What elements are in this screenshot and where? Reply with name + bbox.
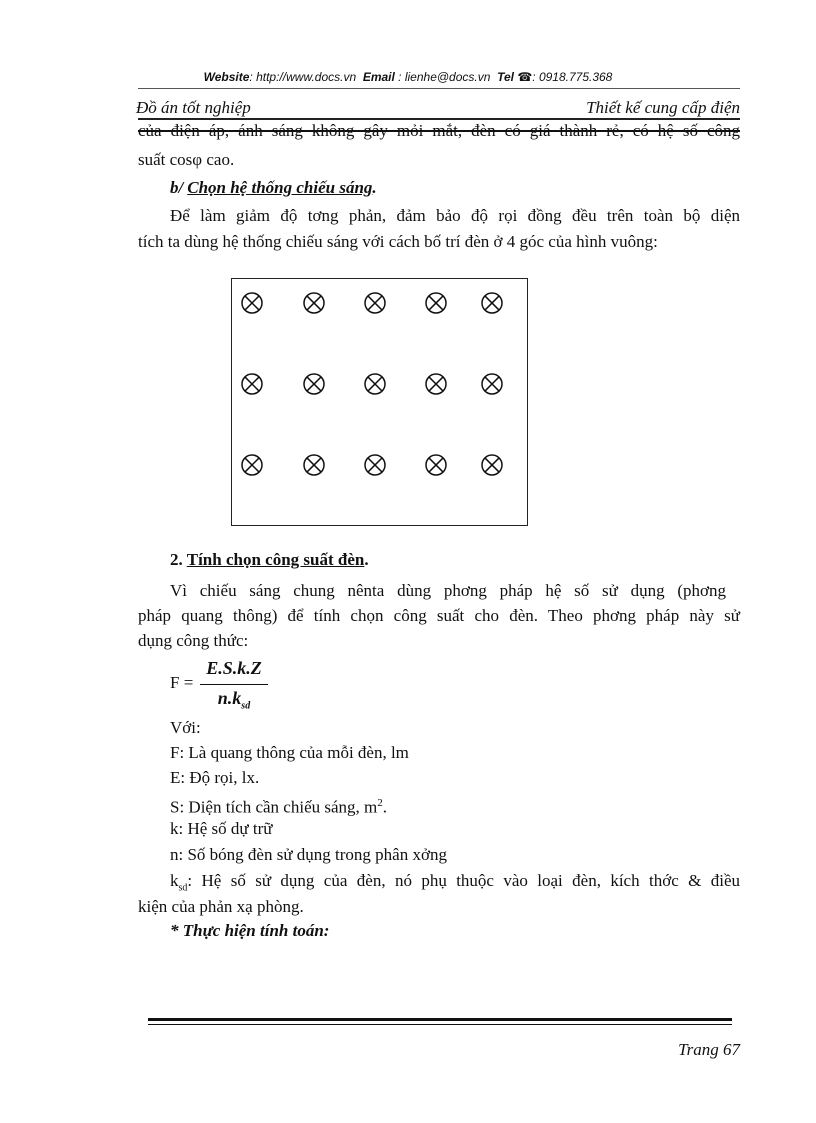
- lamp-cross-circle-icon: [426, 293, 446, 313]
- section-b-title: Chọn hệ thống chiếu sáng: [187, 178, 373, 197]
- lamp-cross-circle-icon: [482, 455, 502, 475]
- para2-line2: pháp quang thông) để tính chọn công suất cho đèn. Theo phơng pháp này sử: [138, 606, 740, 625]
- formula-denominator: [200, 688, 268, 712]
- header-right-title: Thiết kế cung cấp điện: [586, 98, 740, 117]
- ksd-text: : Hệ số sử dụng của đèn, nó phụ thuộc vào loại đèn, kích thớc & điều: [187, 871, 740, 890]
- formula-numerator: E.S.k.Z: [206, 658, 262, 678]
- lamp-cross-circle-icon: [482, 374, 502, 394]
- para1-line1: Để làm giảm độ tơng phản, đảm bảo độ rọi đồng đều trên toàn bộ diện: [170, 206, 740, 225]
- ksd-main: k: [170, 871, 179, 890]
- para1-line2: tích ta dùng hệ thống chiếu sáng với cách bố trí đèn ở 4 góc của hình vuông:: [138, 232, 658, 251]
- header-rule: [138, 88, 740, 89]
- formula-den-main: n.k: [217, 688, 242, 708]
- ksd-sub: sd: [178, 882, 188, 894]
- lamp-cross-circle-icon: [242, 293, 262, 313]
- footer-rule-thick: [148, 1018, 732, 1021]
- email-label: Email: [362, 70, 395, 84]
- def-s: [170, 791, 772, 820]
- footer-rule-thin: [148, 1024, 732, 1025]
- header-left-title: Đồ án tốt nghiệp: [136, 98, 251, 117]
- def-s-text: S: Diện tích cần chiếu sáng, m: [170, 797, 378, 817]
- lighting-layout-diagram: [231, 278, 528, 526]
- lamp-cross-circle-icon: [365, 293, 385, 313]
- lamp-cross-circle-icon: [304, 293, 324, 313]
- lamp-cross-circle-icon: [304, 374, 324, 394]
- lamp-cross-circle-icon: [304, 455, 324, 475]
- def-e: E: Độ rọi, lx.: [170, 768, 260, 787]
- def-s-tail: .: [382, 797, 388, 817]
- header-bottom-rule: [138, 118, 740, 120]
- def-k: k: Hệ số dự trữ: [170, 819, 273, 838]
- formula-lhs: F =: [170, 673, 194, 692]
- formula-den-sub: sd: [241, 700, 251, 712]
- email-address[interactable]: : lienhe@docs.vn: [398, 70, 491, 84]
- def-s-sup: 2: [377, 797, 383, 809]
- lamp-cross-circle-icon: [242, 455, 262, 475]
- section-2-title: Tính chọn công suất đèn: [186, 550, 365, 569]
- page-number: Trang 67: [678, 1040, 740, 1059]
- lamp-grid: [232, 279, 527, 525]
- section-2-heading: [170, 550, 369, 570]
- tel-number: : 0918.775.368: [532, 70, 613, 84]
- text-line-cos: suất cosφ cao.: [138, 150, 235, 169]
- lamp-cross-circle-icon: [242, 374, 262, 394]
- lamp-cross-circle-icon: [426, 374, 446, 394]
- section-2-prefix: 2.: [170, 550, 183, 569]
- para2-line1: Vì chiếu sáng chung nênta dùng phơng pháp hệ số sử dụng (phơng: [170, 581, 726, 600]
- lamp-cross-circle-icon: [365, 455, 385, 475]
- website-header: [0, 70, 816, 84]
- section-b-prefix: b/: [170, 178, 184, 197]
- with-label: Với:: [170, 718, 201, 737]
- website-label: Website: [203, 70, 250, 84]
- section-2-suffix: .: [364, 550, 369, 569]
- calc-heading: * Thực hiện tính toán:: [170, 921, 330, 940]
- lamp-cross-circle-icon: [365, 374, 385, 394]
- lamp-cross-circle-icon: [482, 293, 502, 313]
- lamp-cross-circle-icon: [426, 455, 446, 475]
- tel-label: Tel: [497, 70, 514, 84]
- fraction-bar: [200, 684, 268, 685]
- website-url[interactable]: : http://www.docs.vn: [249, 70, 357, 84]
- struck-text-line: của điện áp, ánh sáng không gây mỏi mắt, đèn có giá thành rẻ, có hệ số công: [138, 122, 740, 140]
- def-n: n: Số bóng đèn sử dụng trong phân xởng: [170, 845, 447, 864]
- section-b-suffix: .: [372, 178, 377, 197]
- def-f: F: Là quang thông của mỗi đèn, lm: [170, 743, 409, 762]
- phone-icon: ☎: [517, 70, 533, 84]
- para2-line3: dụng công thức:: [138, 631, 249, 650]
- section-b-heading: [170, 178, 377, 198]
- def-ksd-line2: kiện của phản xạ phòng.: [138, 897, 304, 916]
